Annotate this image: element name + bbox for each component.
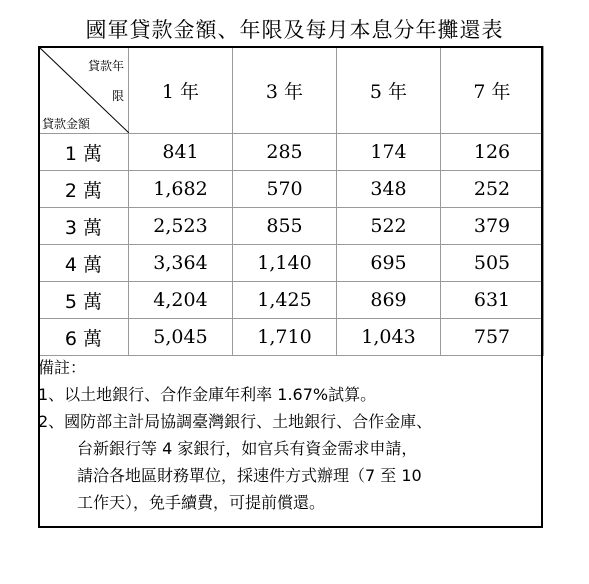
table-cell: 2,523	[129, 208, 233, 245]
table-cell: 285	[233, 134, 337, 171]
corner-label-amount: 貸款金額	[42, 117, 91, 131]
table-cell: 1,682	[129, 171, 233, 208]
header-year-5: 5 年	[337, 47, 441, 134]
row-amount-label: 2 萬	[39, 171, 129, 208]
table-cell: 841	[129, 134, 233, 171]
table-cell: 1,710	[233, 319, 337, 356]
table-cell: 348	[337, 171, 441, 208]
table-cell: 757	[441, 319, 544, 356]
note-2-line-1: 2、國防部主計局協調臺灣銀行、土地銀行、合作金庫、	[38, 412, 433, 431]
note-2-line-3: 請洽各地區財務單位，採速件方式辦理（7 至 10	[77, 466, 422, 485]
table-cell: 4,204	[129, 282, 233, 319]
document-frame	[38, 46, 543, 528]
header-year-3: 3 年	[233, 47, 337, 134]
table-cell: 252	[441, 171, 544, 208]
header-year-1: 1 年	[129, 47, 233, 134]
table-cell: 869	[337, 282, 441, 319]
table-cell: 631	[441, 282, 544, 319]
row-amount-label: 5 萬	[39, 282, 129, 319]
table-cell: 126	[441, 134, 544, 171]
table-cell: 174	[337, 134, 441, 171]
table-cell: 5,045	[129, 319, 233, 356]
table-cell: 1,043	[337, 319, 441, 356]
notes-heading: 備註：	[38, 358, 87, 377]
row-amount-label: 6 萬	[39, 319, 129, 356]
table-cell: 505	[441, 245, 544, 282]
row-amount-label: 1 萬	[39, 134, 129, 171]
table-cell: 570	[233, 171, 337, 208]
table-cell: 379	[441, 208, 544, 245]
table-cell: 1,425	[233, 282, 337, 319]
corner-label-term-2: 限	[111, 89, 124, 103]
page-title: 國軍貸款金額、年限及每月本息分年攤還表	[85, 18, 504, 42]
note-2-line-2: 台新銀行等 4 家銀行，如官兵有資金需求申請，	[77, 439, 418, 458]
row-amount-label: 4 萬	[39, 245, 129, 282]
table-cell: 1,140	[233, 245, 337, 282]
table-cell: 522	[337, 208, 441, 245]
header-year-7: 7 年	[441, 47, 544, 134]
table-cell: 695	[337, 245, 441, 282]
row-amount-label: 3 萬	[39, 208, 129, 245]
corner-label-term: 貸款年	[87, 59, 124, 73]
note-1: 1、以土地銀行、合作金庫年利率 1.67%試算。	[38, 385, 377, 404]
table-cell: 855	[233, 208, 337, 245]
note-2-line-4: 工作天），免手續費，可提前償還。	[77, 493, 326, 512]
table-cell: 3,364	[129, 245, 233, 282]
